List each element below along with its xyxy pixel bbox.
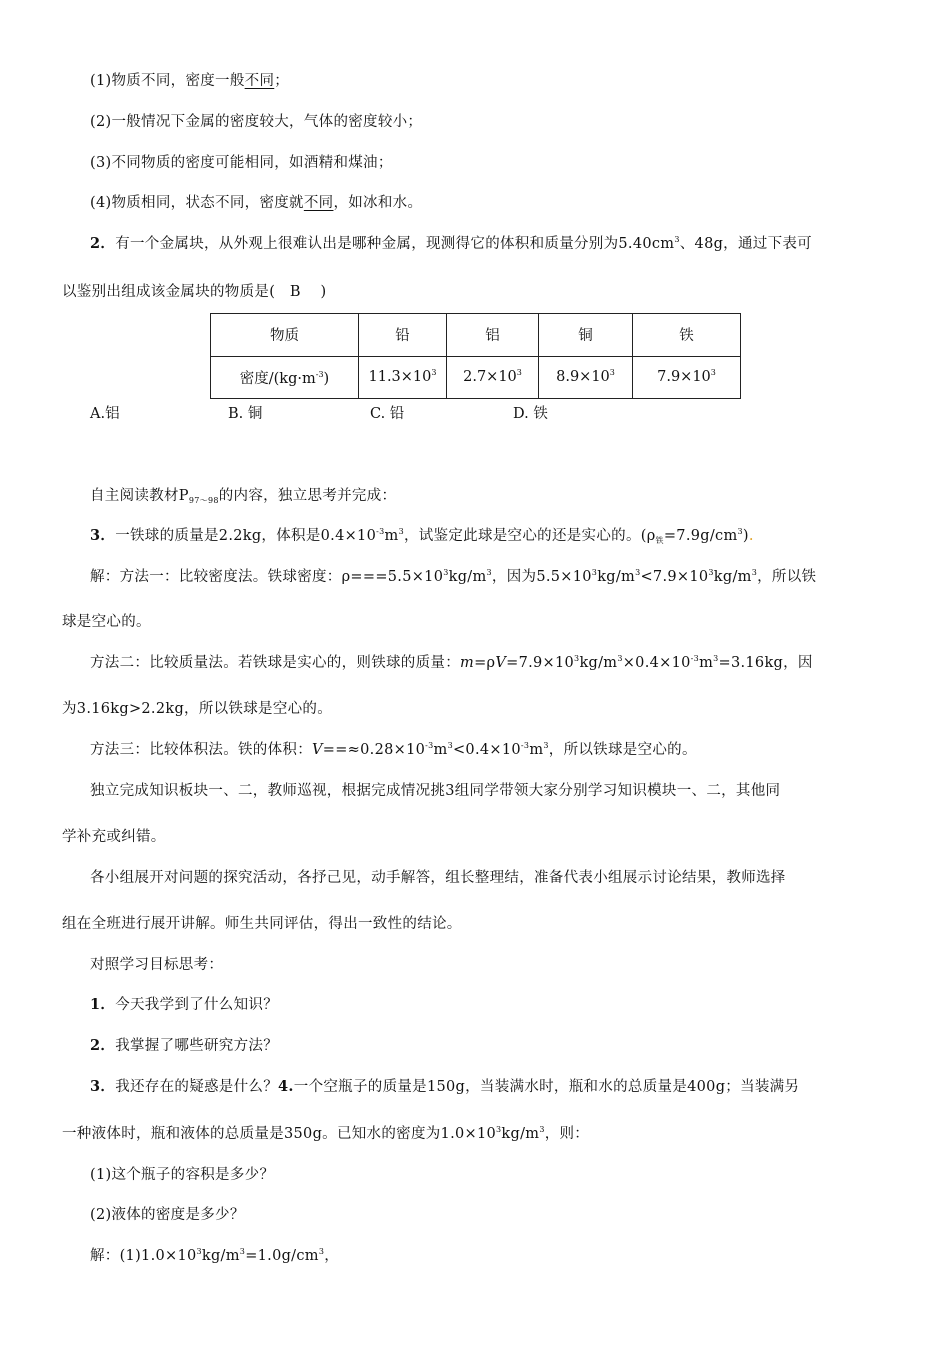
density-label-exp: -3 <box>315 369 324 379</box>
solution-text: <0.4×10 <box>452 742 521 758</box>
solution-2-line-2: 为3.16kg>2.2kg，所以铁球是空心的。 <box>62 701 333 717</box>
solution-text: 解：(1)1.0×10 <box>90 1248 197 1264</box>
unit: m <box>699 655 714 671</box>
question-4-sub-2: (2)液体的密度是多少？ <box>90 1207 245 1223</box>
point-4-text: (4)物质相同，状态不同，密度就 <box>90 195 304 211</box>
solution-text: ， <box>324 1248 340 1264</box>
exp: 3 <box>398 527 404 536</box>
solution-text: ，所以铁球是空心的。 <box>548 742 697 758</box>
volume-symbol: V <box>495 655 507 671</box>
point-1 <box>90 71 289 91</box>
solution-1-line-2: 球是空心的。 <box>62 614 151 630</box>
table-cell-density <box>359 356 447 399</box>
question-4-text: ，则： <box>544 1126 590 1142</box>
exp: 3 <box>635 568 641 577</box>
reading-text-a: 自主阅读教材P <box>90 488 189 504</box>
point-1-end: ； <box>274 73 290 89</box>
point-4 <box>90 193 422 213</box>
option-d: D. 铁 <box>513 406 548 422</box>
solution-text: ，因为5.5×10 <box>491 569 592 585</box>
exp: -3 <box>376 527 385 536</box>
solution-text: 解：方法一：比较密度法。铁球密度：ρ===5.5×10 <box>90 569 444 585</box>
unit: m <box>529 742 544 758</box>
exp: 3 <box>713 654 719 663</box>
mass-symbol: m <box>460 655 475 671</box>
exp: -3 <box>425 741 434 750</box>
unit: kg/m <box>201 1248 240 1264</box>
reflection-question-2 <box>90 1036 278 1056</box>
table-row <box>211 314 741 357</box>
exp: 3 <box>196 1247 202 1256</box>
question-3 <box>90 526 754 546</box>
question-4-line-2 <box>62 1124 589 1144</box>
solution-text: 方法三：比较体积法。铁的体积： <box>90 742 312 758</box>
question-4-text: 一种液体时，瓶和液体的总质量是350g。已知水的密度为1.0×10 <box>62 1126 497 1142</box>
point-1-text: (1)物质不同，密度一般 <box>90 73 245 89</box>
table-cell-density <box>633 356 741 399</box>
table-cell-material: 铝 <box>447 314 539 357</box>
exp: 3 <box>496 1125 502 1134</box>
unit: kg/m <box>597 569 636 585</box>
unit: m <box>433 742 448 758</box>
question-2-number: 2． <box>90 235 116 252</box>
question-4-number: 4. <box>278 1078 294 1095</box>
reflection-title: 对照学习目标思考： <box>90 957 224 973</box>
solution-text: ×0.4×10 <box>622 655 691 671</box>
question-4-sub-1: (1)这个瓶子的容积是多少？ <box>90 1167 275 1183</box>
exp: 3 <box>447 741 453 750</box>
reflection-text: 今天我学到了什么知识？ <box>115 997 279 1013</box>
question-2-close-paren: ) <box>320 284 327 300</box>
reflection-text: 我掌握了哪些研究方法？ <box>115 1038 279 1054</box>
rho-subscript: 铁 <box>655 536 664 545</box>
reflection-question-3-and-question-4 <box>90 1077 799 1097</box>
question-2-unit-exp: 3 <box>674 235 680 244</box>
reflection-question-1 <box>90 995 278 1015</box>
question-3-text: ，试鉴定此球是空心的还是实心的。(ρ <box>403 528 656 544</box>
exp: 3 <box>751 568 758 577</box>
exp: 3 <box>539 1125 545 1134</box>
exp: 3 <box>443 568 449 577</box>
question-2-prompt: 以鉴别出组成该金属块的物质是( <box>62 284 276 300</box>
activity-1-line-1: 独立完成知识板块一、二，教师巡视，根据完成情况挑3组同学带领大家分别学习知识模块一、二，其他同 <box>90 783 781 799</box>
density-label: 密度/(kg·m <box>239 370 316 387</box>
question-2-line-2 <box>62 282 326 302</box>
table-header-material: 物质 <box>211 314 359 357</box>
question-2-answer: B <box>289 284 301 300</box>
point-2: (2)一般情况下金属的密度较大，气体的密度较小； <box>90 114 423 130</box>
reading-pages: 97～98 <box>188 496 219 505</box>
point-4-answer: 不同 <box>303 195 334 211</box>
density-table <box>210 313 741 399</box>
solution-2-line-1 <box>90 653 813 673</box>
activity-2-line-1: 各小组展开对问题的探究活动，各抒己见，动手解答，组长整理结，准备代表小组展示讨论结果，教师选择 <box>90 870 786 886</box>
unit: kg/m <box>713 569 752 585</box>
table-cell-material: 铅 <box>359 314 447 357</box>
exp: 3 <box>591 568 598 577</box>
reflection-number: 3． <box>90 1078 116 1095</box>
option-c: C. 铅 <box>370 406 405 422</box>
unit: kg/m <box>501 1126 540 1142</box>
option-b: B. 铜 <box>228 406 263 422</box>
density-exp: 3 <box>431 368 437 378</box>
exp: 3 <box>486 568 492 577</box>
question-3-text: =7.9g/cm <box>663 528 738 544</box>
question-4-solution <box>90 1246 339 1266</box>
exp: 3 <box>574 654 580 663</box>
reading-text-b: 的内容，独立思考并完成： <box>218 488 397 504</box>
unit: m <box>384 528 399 544</box>
density-exp: 3 <box>710 368 716 378</box>
table-cell-material: 铁 <box>633 314 741 357</box>
exp: 3 <box>318 1247 325 1256</box>
table-cell-density <box>447 356 539 399</box>
mark-dot: . <box>748 528 754 544</box>
solution-1-line-1 <box>90 567 816 587</box>
reflection-text: 我还存在的疑惑是什么？ <box>115 1079 279 1095</box>
exp: 3 <box>737 527 743 536</box>
exp: 3 <box>239 1247 246 1256</box>
table-cell-density <box>539 356 633 399</box>
solution-text: ==≈0.28×10 <box>322 742 426 758</box>
solution-text: 方法二：比较质量法。若铁球是实心的，则铁球的质量： <box>90 655 460 671</box>
solution-text: <7.9×10 <box>640 569 709 585</box>
solution-text: =1.0g/cm <box>245 1248 319 1264</box>
question-3-text: 一铁球的质量是2.2kg，体积是0.4×10 <box>115 528 377 544</box>
volume-symbol: V <box>312 742 323 758</box>
point-1-answer: 不同 <box>244 73 275 89</box>
reading-instruction <box>90 486 396 506</box>
exp: -3 <box>690 654 700 663</box>
table-header-density <box>211 356 359 399</box>
question-2-text-b: 、48g，通过下表可 <box>679 236 812 252</box>
density-exp: 3 <box>516 368 522 378</box>
table-row <box>211 356 741 399</box>
density-value: 8.9×10 <box>556 369 610 386</box>
unit: kg/m <box>579 655 618 671</box>
solution-3 <box>90 740 697 760</box>
question-2-line-1 <box>90 234 812 254</box>
exp: -3 <box>520 741 530 750</box>
density-value: 11.3×10 <box>368 369 432 386</box>
exp: 3 <box>543 741 549 750</box>
solution-text: =7.9×10 <box>506 655 575 671</box>
question-3-number: 3． <box>90 527 116 544</box>
density-value: 7.9×10 <box>657 369 711 386</box>
reflection-number: 2． <box>90 1037 116 1054</box>
exp: 3 <box>617 654 623 663</box>
density-exp: 3 <box>609 368 615 378</box>
solution-text: =3.16kg，因 <box>718 655 813 671</box>
solution-text: ，所以铁 <box>757 569 817 585</box>
table-cell-material: 铜 <box>539 314 633 357</box>
solution-text: =ρ <box>474 655 496 671</box>
option-a: A.铝 <box>90 406 120 422</box>
exp: 3 <box>708 568 714 577</box>
activity-2-line-2: 组在全班进行展开讲解。师生共同评估，得出一致性的结论。 <box>62 916 462 932</box>
density-label-end: ) <box>323 370 330 387</box>
point-4-end: ，如冰和水。 <box>333 195 423 211</box>
unit: kg/m <box>448 569 487 585</box>
question-4-text: 一个空瓶子的质量是150g，当装满水时，瓶和水的总质量是400g；当装满另 <box>293 1079 800 1095</box>
question-3-text: ) <box>742 528 749 544</box>
reflection-number: 1． <box>90 996 116 1013</box>
point-3: (3)不同物质的密度可能相同，如酒精和煤油； <box>90 155 393 171</box>
activity-1-line-2: 学补充或纠错。 <box>62 829 166 845</box>
density-value: 2.7×10 <box>463 369 517 386</box>
question-2-text-a: 有一个金属块，从外观上很难认出是哪种金属，现测得它的体积和质量分别为5.40cm <box>115 236 675 252</box>
